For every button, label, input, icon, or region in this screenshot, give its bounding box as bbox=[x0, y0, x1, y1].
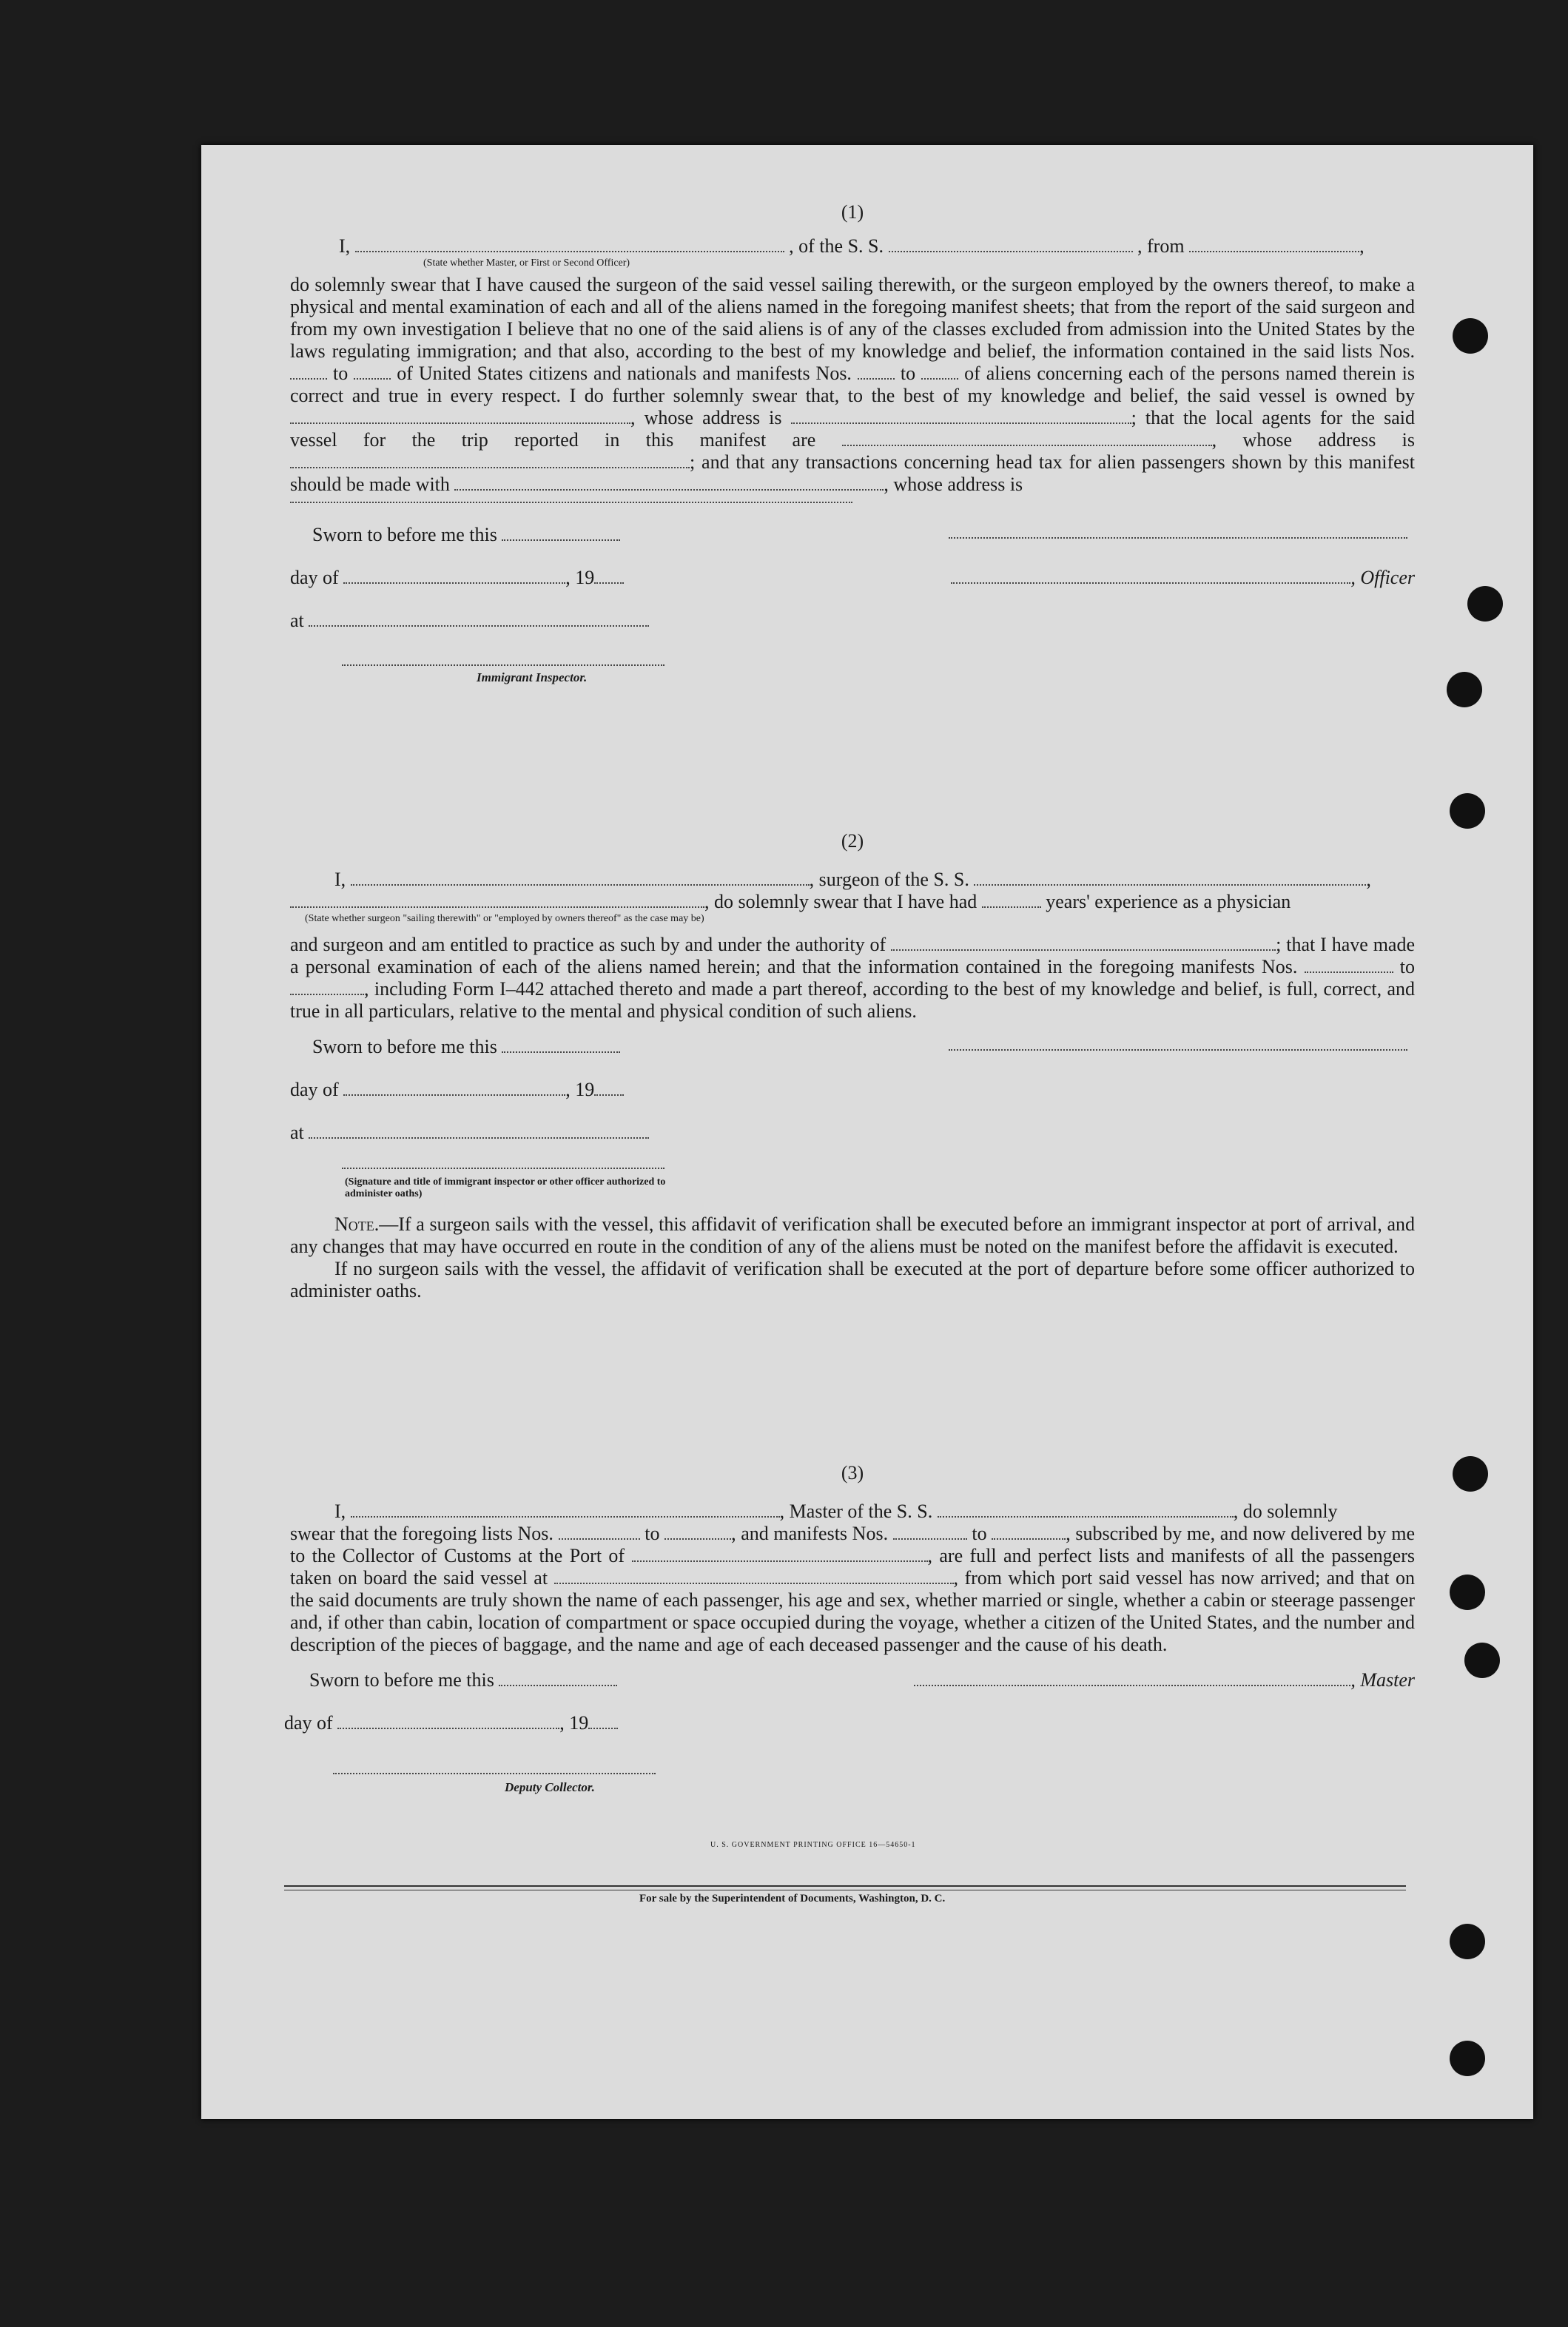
signature-note: (Signature and title of immigrant inspector or other officer authorized to administer oaths) bbox=[345, 1176, 666, 1199]
master-line: I, , Master of the S. S. , do solemnly bbox=[334, 1501, 1338, 1522]
blank-officer-signature[interactable] bbox=[949, 537, 1407, 539]
blank-surgeon-name[interactable] bbox=[351, 869, 810, 886]
binder-hole bbox=[1450, 793, 1485, 829]
blank-place[interactable] bbox=[309, 610, 649, 627]
blank-surgeon-vessel[interactable] bbox=[974, 869, 1366, 886]
blank-oath-officer-signature[interactable] bbox=[342, 1168, 664, 1169]
surgeon-line-2: , do solemnly swear that I have had years' experience as a physician bbox=[290, 891, 1415, 913]
immigrant-inspector-label: Immigrant Inspector. bbox=[477, 670, 588, 684]
blank-surgeon-signature[interactable] bbox=[949, 1049, 1407, 1051]
blank-place[interactable] bbox=[309, 1122, 649, 1139]
blank-list-to[interactable] bbox=[354, 363, 391, 380]
blank-year[interactable] bbox=[594, 1080, 624, 1096]
sworn-block-2: Sworn to before me this day of , 19 at (Signature and title of immigrant inspector or other officer authorized to administer oaths) bbox=[290, 1036, 1415, 1213]
blank-master-vessel[interactable] bbox=[938, 1501, 1234, 1518]
blank-lists-to[interactable] bbox=[664, 1523, 731, 1540]
section-number: (2) bbox=[841, 830, 864, 852]
blank-from-port[interactable] bbox=[1189, 236, 1359, 252]
note-paragraph-1: Note.—If a surgeon sails with the vessel, this affidavit of verification shall be executed before an immigrant inspector at port of arrival, and any changes that may have occurred en route in the condition of any of the aliens must be noted on the manifest before the affidavit is executed. bbox=[290, 1213, 1415, 1257]
binder-hole bbox=[1447, 672, 1482, 707]
blank-manifests-from[interactable] bbox=[893, 1523, 967, 1540]
blank-manifests-from[interactable] bbox=[1305, 957, 1393, 973]
blank-month[interactable] bbox=[337, 1713, 559, 1729]
blank-authority[interactable] bbox=[891, 934, 1276, 951]
blank-head-tax-address[interactable] bbox=[290, 496, 852, 503]
section-3 bbox=[284, 1462, 1416, 1832]
binder-hole bbox=[1450, 1575, 1485, 1610]
binder-hole bbox=[1467, 586, 1503, 622]
blank-month[interactable] bbox=[343, 1080, 565, 1096]
blank-manifests-to[interactable] bbox=[992, 1523, 1066, 1540]
blank-month[interactable] bbox=[343, 568, 565, 584]
binder-hole bbox=[1450, 2041, 1485, 2076]
blank-vessel-name[interactable] bbox=[889, 236, 1133, 252]
blank-sworn-day[interactable] bbox=[502, 525, 620, 541]
blank-inspector-signature[interactable] bbox=[342, 664, 664, 666]
blank-lists-from[interactable] bbox=[559, 1523, 640, 1540]
blank-master-signature[interactable] bbox=[914, 1670, 1350, 1686]
oath-body: do solemnly swear that I have caused the surgeon of the said vessel sailing therewith, or the surgeon employed by the owners thereof, to make a physical and mental examination of each and all of the aliens named in the foregoing manifest sheets; that from the report of the said surgeon and from my own investigation I believe that no one of the said aliens is of any of the classes excluded from admission into the United States by the laws regulating immigration; and that also, according to the best of my knowledge and belief, the information contained in the said lists Nos. to of United States citizens and nationals and manifests Nos. to of aliens concerning each of the persons named therein is correct and true in every respect. I do further solemnly swear that, to the best of my knowledge and belief, the said vessel is owned by , whose address is ; that the local agents for the said vessel for the trip reported in this manifest are , whose address is ; and that any transactions concerning head tax for alien passengers shown by this manifest should be made with , whose address is bbox=[290, 274, 1416, 495]
gpo-imprint: U. S. GOVERNMENT PRINTING OFFICE 16—54650-1 bbox=[710, 1841, 916, 1849]
blank-sworn-day[interactable] bbox=[499, 1670, 617, 1686]
blank-local-agents[interactable] bbox=[842, 430, 1212, 446]
blank-surgeon-status[interactable] bbox=[290, 892, 704, 908]
note-paragraph-2: If no surgeon sails with the vessel, the affidavit of verification shall be executed at the port of departure before some officer authorized to administer oaths. bbox=[290, 1258, 1415, 1301]
blank-owner[interactable] bbox=[290, 408, 630, 424]
blank-master-name[interactable] bbox=[351, 1501, 780, 1518]
master-body: swear that the foregoing lists Nos. to , and manifests Nos. to , subscribed by me, and now delivered by me to the Collector of Customs at the Port of , are full and perfect lists and manifests of all the passengers taken on board the said vessel at , from which port said vessel has now arrived; and that on the said documents are truly shown the name of each passenger, his age and sex, whether married or single, whether a cabin or steerage passenger and, if other than cabin, location of compartment or space occupied during the voyage, whether a citizen of the United States, and the number and description of the pieces of baggage, and the name and age of each deceased passenger and the cause of his death. bbox=[290, 1523, 1416, 1655]
master-note: (State whether Master, or First or Second Officer) bbox=[423, 257, 630, 269]
blank-year[interactable] bbox=[588, 1713, 618, 1729]
blank-agents-address[interactable] bbox=[290, 452, 690, 468]
section-number: (1) bbox=[841, 201, 864, 223]
sworn-block-3: Sworn to before me this , Master day of , 19 Deputy Collector. bbox=[284, 1669, 1415, 1794]
oath-first-line: I, , of the S. S. , from , bbox=[339, 235, 1365, 257]
blank-embarkation[interactable] bbox=[554, 1568, 954, 1584]
sworn-block-1: Sworn to before me this day of , 19 , Officer at Immigrant Inspector. bbox=[290, 524, 1415, 684]
blank-manifests-to[interactable] bbox=[290, 979, 364, 995]
binder-hole bbox=[1453, 1456, 1488, 1492]
blank-manifest-to[interactable] bbox=[921, 363, 958, 380]
blank-sworn-day[interactable] bbox=[502, 1037, 620, 1053]
blank-head-tax-agent[interactable] bbox=[454, 474, 884, 491]
blank-list-from[interactable] bbox=[290, 363, 327, 380]
blank-year[interactable] bbox=[594, 568, 624, 584]
for-sale-note: For sale by the Superintendent of Documents, Washington, D. C. bbox=[639, 1893, 946, 1905]
binder-hole bbox=[1464, 1643, 1500, 1678]
blank-officer-title[interactable] bbox=[951, 568, 1350, 584]
section-1 bbox=[290, 201, 1415, 716]
blank-officer-name[interactable] bbox=[355, 236, 784, 252]
deputy-collector-label: Deputy Collector. bbox=[505, 1780, 595, 1794]
binder-hole bbox=[1450, 1924, 1485, 1959]
blank-manifest-from[interactable] bbox=[858, 363, 895, 380]
section-2 bbox=[290, 830, 1415, 1302]
blank-deputy-signature[interactable] bbox=[333, 1773, 656, 1774]
binder-hole bbox=[1453, 318, 1488, 354]
footer-rule bbox=[284, 1885, 1406, 1887]
blank-years[interactable] bbox=[982, 892, 1041, 908]
blank-owner-address[interactable] bbox=[791, 408, 1131, 424]
surgeon-note: (State whether surgeon "sailing therewith" or "employed by owners thereof" as the case may be) bbox=[305, 913, 704, 924]
surgeon-line: I, , surgeon of the S. S. , bbox=[334, 869, 1371, 890]
section-number: (3) bbox=[841, 1462, 864, 1484]
surgeon-body: and surgeon and am entitled to practice as such by and under the authority of ; that I have made a personal examination of each of the aliens named herein; and that the information contained in the foregoing manifests Nos. to , including Form I–442 attached thereto and made a part thereof, according to the best of my knowledge and belief, is full, correct, and true in all particulars, relative to the mental and physical condition of such aliens. bbox=[290, 934, 1416, 1022]
blank-port[interactable] bbox=[632, 1546, 928, 1562]
